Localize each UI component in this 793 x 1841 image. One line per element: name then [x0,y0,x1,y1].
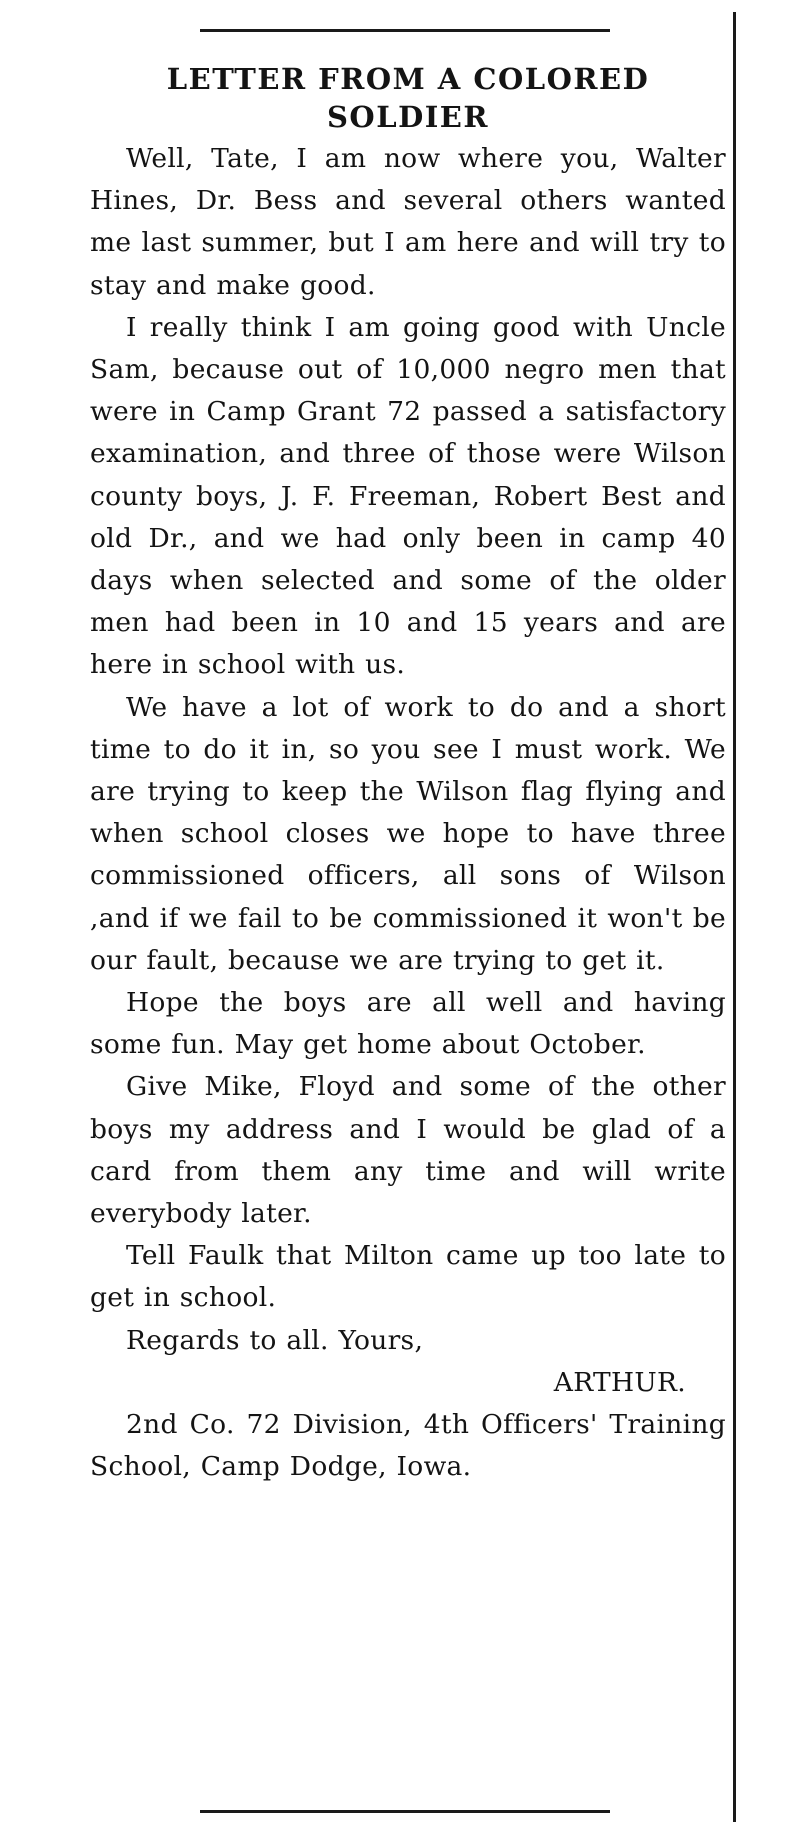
article-headline [90,60,726,136]
paragraph-4: Hope the boys are all well and having some fun. May get home about October. [90,987,726,1061]
top-divider-rule [200,29,610,32]
sender-address: 2nd Co. 72 Division, 4th Officers' Training School, Camp Dodge, Iowa. [90,1409,726,1483]
paragraph-2: I really think I am going good with Uncle Sam, because out of 10,000 negro men that were in Camp Grant 72 passed a satisfactory examination, and three of those were Wilson county boys, J. F. Freeman, Robert Best and old Dr., and we had only been in camp 40 days when selected and some of the older men had been in 10 and 15 years and are here in school with us. [90,311,726,681]
paragraph-1: Well, Tate, I am now where you, Walter Hines, Dr. Bess and several others wanted me last summer, but I am here and will try to stay and make good. [90,143,726,301]
bottom-divider-rule [200,1810,610,1813]
signature: ARTHUR. [553,1366,686,1398]
column-divider-rule [733,12,736,1822]
paragraph-5: Give Mike, Floyd and some of the other boys my address and I would be glad of a card from them any time and will write everybody later. [90,1071,726,1230]
headline-line-1: LETTER FROM A COLORED [166,62,650,96]
closing-regards: Regards to all. Yours, [126,1324,424,1356]
paragraph-6: Tell Faulk that Milton came up too late to get in school. [90,1240,726,1314]
paragraph-3: We have a lot of work to do and a short time to do it in, so you see I must work. We are trying to keep the Wilson flag flying and when school closes we hope to have three commissioned officers, all sons of Wilson ,and if we fail to be commissioned it won't be our fault, because we are trying to get it. [90,691,726,976]
newspaper-article [90,60,726,1489]
headline-line-2: SOLDIER [326,100,489,134]
article-body [90,138,726,1489]
